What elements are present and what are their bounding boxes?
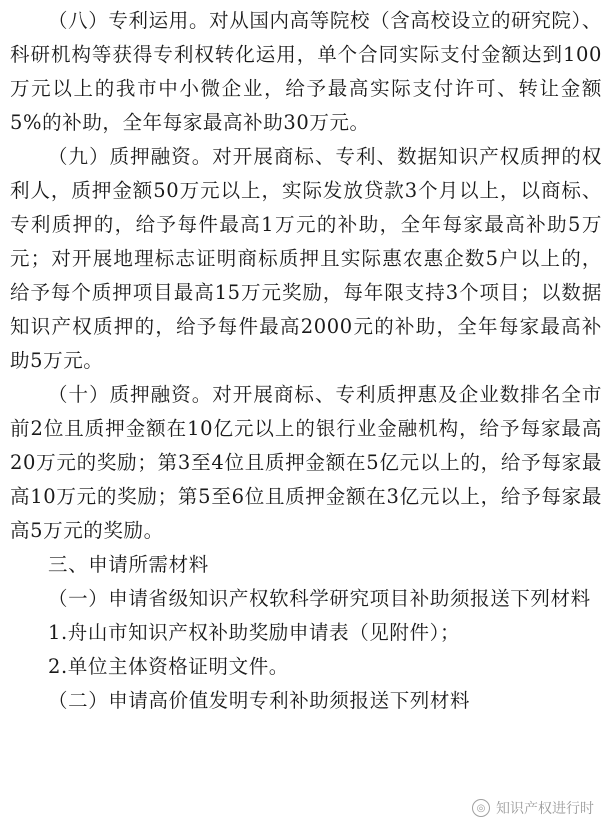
subheading-soft-science: （一）申请省级知识产权软科学研究项目补助须报送下列材料 — [48, 587, 591, 610]
list-item-application-form: 1.舟山市知识产权补助奖励申请表（见附件）； — [48, 621, 461, 644]
paragraph-pledge-financing-2: （十）质押融资。对开展商标、专利质押惠及企业数排名全市前2位且质押金额在10亿元以上的银行业金融机构，给予每家最高20万元的奖励；第3至4位且质押金额在5亿元以上的，给予每家最高10万元的奖励；第5至6位且质押金额在3亿元以上，给予每家最高5万元的奖励。 — [10, 383, 602, 542]
list-item-qualification-docs: 2.单位主体资格证明文件。 — [48, 655, 289, 678]
paragraph-pledge-financing-1: （九）质押融资。对开展商标、专利、数据知识产权质押的权利人，质押金额50万元以上，实际发放贷款3个月以上，以商标、专利质押的，给予每件最高1万元的补助，全年每家最高补助5万元；对开展地理标志证明商标质押且实际惠农惠企数5户以上的，给予每个质押项目最高15万元奖励，每年限支持3个项目；以数据知识产权质押的，给予每件最高2000元的补助，全年每家最高补助5万元。 — [10, 145, 602, 372]
paragraph-patent-use: （八）专利运用。对从国内高等院校（含高校设立的研究院）、科研机构等获得专利权转化运用，单个合同实际支付金额达到100万元以上的我市中小微企业，给予最高实际支付许可、转让金额5%的补助，全年每家最高补助30万元。 — [10, 9, 602, 134]
watermark-text: 知识产权进行时 — [496, 801, 594, 817]
subheading-high-value-patent: （二）申请高价值发明专利补助须报送下列材料 — [48, 689, 471, 712]
watermark — [468, 796, 598, 820]
wechat-public-icon: ◎ — [472, 799, 490, 817]
section-heading-materials: 三、申请所需材料 — [48, 553, 209, 576]
